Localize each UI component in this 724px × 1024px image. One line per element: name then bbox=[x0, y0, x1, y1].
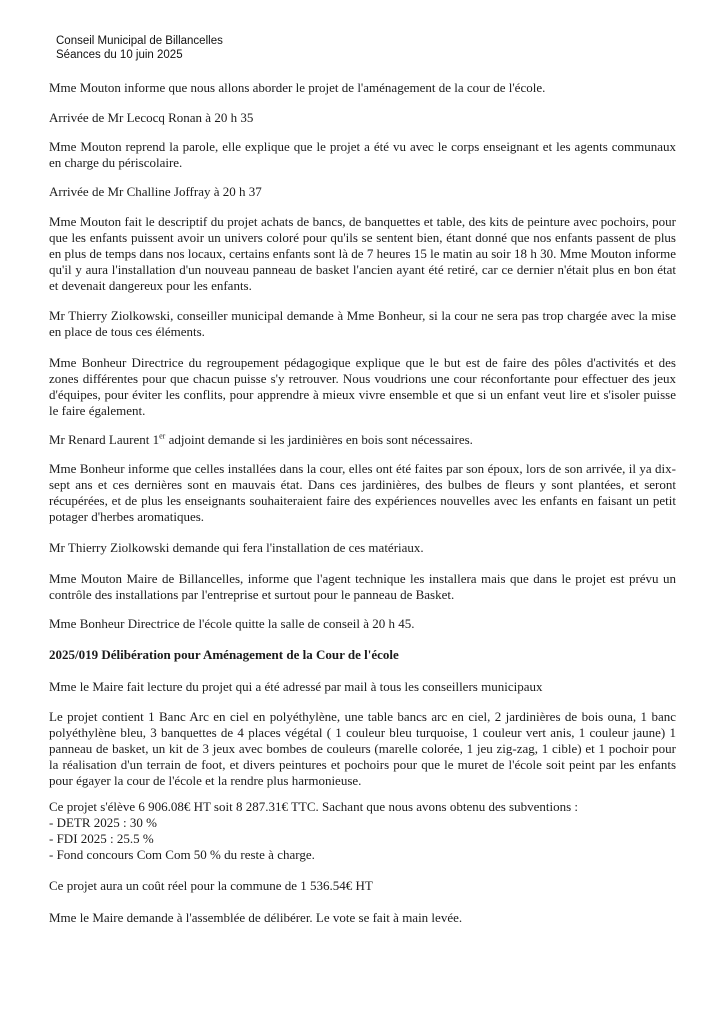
subsidy-comcom: - Fond concours Com Com 50 % du reste à charge. bbox=[49, 847, 315, 862]
header-date: Séances du 10 juin 2025 bbox=[56, 49, 183, 61]
paragraph-14: Le projet contient 1 Banc Arc en ciel en polyéthylène, une table bancs arc en ciel, 2 jardinières de bois ouna, 1 banc polyéthylène bleu, 3 banquettes de 4 places végétal ( 1 couleur bleu turquoise, 1 couleur vert anis, 1 couleur jaune) 1 panneau de basket, un kit de 3 jeux avec bombes de couleurs (marelle colorée, 1 jeu zig-zag, 1 cible) et 1 pochoir pour la réalisation d'un terrain de foot, et divers peintures et pochoirs pour que le muret de l'école soit peint par les enfants pour égayer la cour de l'école et la rendre plus harmonieuse. bbox=[49, 709, 676, 788]
subsidy-fdi: - FDI 2025 : 25.5 % bbox=[49, 831, 154, 846]
paragraph-8 bbox=[49, 432, 676, 448]
paragraph-8-start: Mr Renard Laurent 1 bbox=[49, 432, 160, 447]
paragraph-15 bbox=[49, 799, 676, 863]
deliberation-heading: 2025/019 Délibération pour Aménagement de la Cour de l'école bbox=[49, 647, 399, 662]
subsidy-detr: - DETR 2025 : 30 % bbox=[49, 815, 157, 830]
paragraph-17: Mme le Maire demande à l'assemblée de délibérer. Le vote se fait à main levée. bbox=[49, 910, 463, 925]
paragraph-13: Mme le Maire fait lecture du projet qui a été adressé par mail à tous les conseillers municipaux bbox=[49, 679, 543, 694]
paragraph-11: Mme Mouton Maire de Billancelles, informe que l'agent technique les installera mais que dans le projet est prévu un contrôle des installations par l'entreprise et surtout pour le panneau de Basket. bbox=[49, 571, 676, 602]
paragraph-16: Ce projet aura un coût réel pour la commune de 1 536.54€ HT bbox=[49, 878, 373, 893]
cost-summary: Ce projet s'élève 6 906.08€ HT soit 8 287.31€ TTC. Sachant que nous avons obtenu des subventions : bbox=[49, 799, 579, 814]
paragraph-1: Mme Mouton informe que nous allons aborder le projet de l'aménagement de la cour de l'école. bbox=[49, 80, 546, 95]
paragraph-4: Arrivée de Mr Challine Joffray à 20 h 37 bbox=[49, 184, 262, 199]
paragraph-2: Arrivée de Mr Lecocq Ronan à 20 h 35 bbox=[49, 110, 254, 125]
paragraph-6: Mr Thierry Ziolkowski, conseiller municipal demande à Mme Bonheur, si la cour ne sera pas trop chargée avec la mise en place de tous ces éléments. bbox=[49, 308, 676, 339]
paragraph-12: Mme Bonheur Directrice de l'école quitte la salle de conseil à 20 h 45. bbox=[49, 616, 415, 631]
paragraph-3: Mme Mouton reprend la parole, elle explique que le projet a été vu avec le corps enseignant et les agents communaux en charge du périscolaire. bbox=[49, 139, 676, 170]
paragraph-8-end: adjoint demande si les jardinières en bois sont nécessaires. bbox=[165, 432, 473, 447]
paragraph-10: Mr Thierry Ziolkowski demande qui fera l'installation de ces matériaux. bbox=[49, 540, 424, 555]
paragraph-5: Mme Mouton fait le descriptif du projet achats de bancs, de banquettes et table, des kits de peinture avec pochoirs, pour que les enfants puissent avoir un univers coloré pour qu'ils se sentent bien, étant donné que nos enfants passent de plus en plus de temps dans nos locaux, certains enfants sont là de 7 heures 15 le matin au soir 18 h 30. Mme Mouton informe qu'il y aura l'installation d'un nouveau panneau de basket l'ancien ayant été retiré, car ce dernier n'était plus en bon état et devenait dangereux pour les enfants. bbox=[49, 214, 676, 293]
ordinal-suffix: er bbox=[159, 431, 166, 441]
paragraph-9: Mme Bonheur informe que celles installées dans la cour, elles ont été faites par son époux, lors de son arrivée, il ya dix-sept ans et ces dernières sont en mauvais état. Dans ces jardinières, des bulbes de fleurs y sont plantées, et seront récupérées, et de plus les enseignants souhaiteraient faire des expériences nouvelles avec les enfants en faisant un petit potager d'herbes aromatiques. bbox=[49, 461, 676, 524]
header-title: Conseil Municipal de Billancelles bbox=[56, 35, 223, 47]
paragraph-7: Mme Bonheur Directrice du regroupement pédagogique explique que le but est de faire des pôles d'activités et des zones différentes pour que chacun puisse s'y retrouver. Nous voudrions une cour réconfortante pour effectuer des jeux d'équipes, pour éviter les conflits, pour apprendre à mieux vivre ensemble et que si un enfant veut lire et s'isoler puisse le faire également. bbox=[49, 355, 676, 418]
document-header bbox=[56, 34, 223, 62]
